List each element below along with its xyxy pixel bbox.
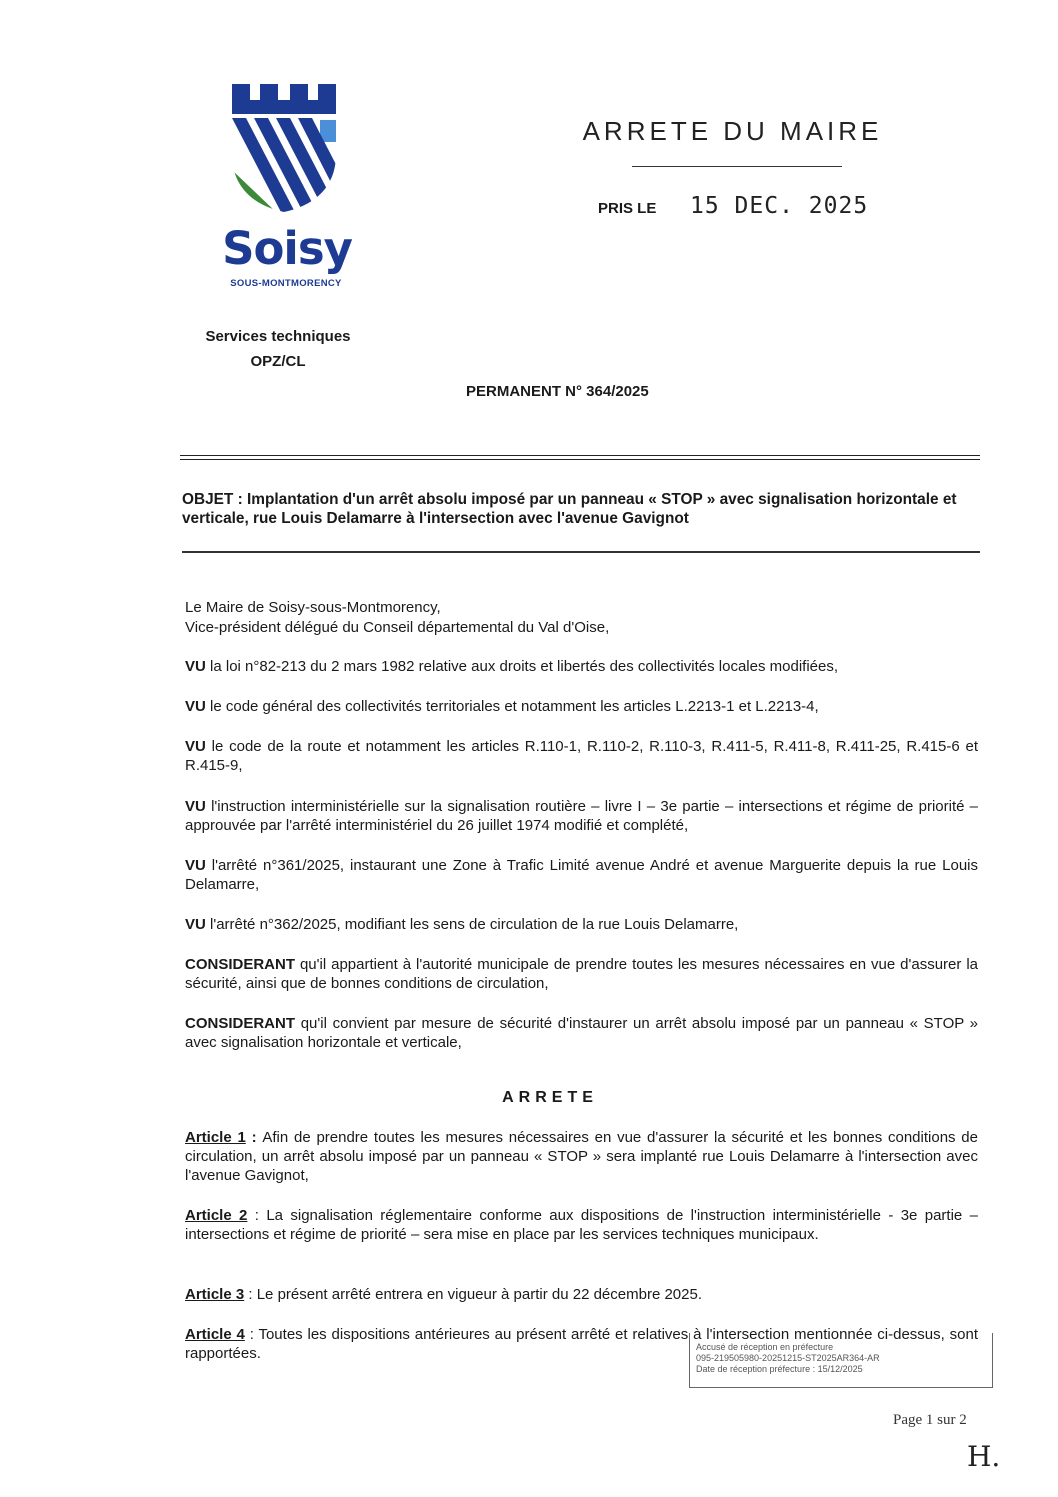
date-label: PRIS LE — [598, 200, 657, 217]
logo-wordmark: Soisy — [222, 222, 352, 275]
arrete-heading: ARRETE — [502, 1089, 598, 1106]
document-title: ARRETE DU MAIRE — [582, 116, 883, 146]
article-separator: : — [244, 1326, 259, 1343]
article-paragraph — [185, 1285, 978, 1304]
article-separator: : — [245, 1129, 263, 1146]
article-separator: : — [247, 1207, 267, 1224]
visa-keyword: VU — [185, 916, 206, 933]
visa-text: la loi n°82-213 du 2 mars 1982 relative aux droits et libertés des collectivités locales modifiées, — [210, 658, 839, 675]
article-label: Article 1 — [185, 1129, 246, 1146]
visa-text: l'instruction interministérielle sur la signalisation routière – livre I – 3e partie – intersections et régime de priorité – approuvée par l'arrêté interministériel du 26 juillet 1974 modifié et complété, — [185, 798, 979, 834]
service-code: OPZ/CL — [250, 353, 306, 370]
objet-text: Implantation d'un arrêt absolu imposé par un panneau « STOP » avec signalisation horizontale et verticale, rue Louis Delamarre à l'intersection avec l'avenue Gavignot — [182, 491, 957, 527]
visa-paragraph — [185, 657, 978, 676]
service-name: Services techniques — [205, 328, 351, 345]
article-label: Article 3 — [185, 1286, 245, 1303]
objet-label: OBJET : — [182, 491, 243, 508]
visa-keyword: VU — [185, 857, 206, 874]
visa-text: le code général des collectivités territoriales et notamment les articles L.2213-1 et L.2213-4, — [210, 698, 819, 715]
considerant-keyword: CONSIDERANT — [185, 956, 296, 973]
visa-text: l'arrêté n°362/2025, modifiant les sens de circulation de la rue Louis Delamarre, — [210, 916, 739, 933]
considerant-paragraph — [185, 1014, 978, 1052]
considerant-keyword: CONSIDERANT — [185, 1015, 296, 1032]
objet-bottom-divider — [182, 551, 980, 553]
soisy-logo-icon — [232, 84, 336, 214]
visa-keyword: VU — [185, 698, 206, 715]
article-text: Afin de prendre toutes les mesures nécessaires en vue d'assurer la sécurité et les bonnes conditions de circulation, un arrêt absolu imposé par un panneau « STOP » sera implanté rue Louis Delamarre à l'intersection avec l'avenue Gavignot, — [185, 1129, 978, 1184]
article-separator: : — [244, 1286, 257, 1303]
visa-paragraph — [185, 797, 978, 835]
considerant-text: qu'il appartient à l'autorité municipale de prendre toutes les mesures nécessaires en vue d'assurer la sécurité, ainsi que de bonnes conditions de circulation, — [185, 956, 978, 992]
page-number: Page 1 sur 2 — [893, 1412, 967, 1428]
mayor-line: Le Maire de Soisy-sous-Montmorency, — [185, 599, 441, 616]
handwritten-initials: H. — [967, 1440, 1001, 1473]
visa-text: le code de la route et notamment les articles R.110-1, R.110-2, R.110-3, R.411-5, R.411-8, R.411-25, R.415-6 et R.415-9, — [185, 738, 979, 774]
article-paragraph — [185, 1128, 978, 1185]
visa-paragraph — [185, 856, 978, 894]
stamp-line: Accusé de réception en préfecture — [696, 1342, 834, 1352]
visa-keyword: VU — [185, 738, 206, 755]
article-text: Le présent arrêté entrera en vigueur à partir du 22 décembre 2025. — [256, 1286, 702, 1303]
objet-top-divider — [180, 455, 980, 460]
date-stamp: 15 DEC. 2025 — [690, 193, 869, 219]
visa-paragraph — [185, 737, 978, 775]
objet-block — [182, 490, 982, 528]
article-label: Article 4 — [185, 1326, 245, 1343]
article-text: Toutes les dispositions antérieures au présent arrêté et relatives à l'intersection mentionnée ci-dessus, sont rapportées. — [185, 1326, 978, 1362]
considerant-text: qu'il convient par mesure de sécurité d'instaurer un arrêt absolu imposé par un panneau « STOP » avec signalisation horizontale et verticale, — [185, 1015, 978, 1051]
considerant-paragraph — [185, 955, 978, 993]
article-text: La signalisation réglementaire conforme aux dispositions de l'instruction interministérielle - 3e partie – intersections et régime de priorité – sera mise en place par les services techniques municipaux. — [185, 1207, 978, 1243]
article-paragraph — [185, 1206, 978, 1244]
article-label: Article 2 — [185, 1207, 248, 1224]
visa-paragraph — [185, 697, 978, 716]
title-divider — [632, 166, 842, 167]
decree-number: PERMANENT N° 364/2025 — [466, 383, 649, 400]
stamp-line: Date de réception préfecture : 15/12/2025 — [696, 1364, 863, 1374]
stamp-line: 095-219505980-20251215-ST2025AR364-AR — [696, 1353, 880, 1363]
visa-keyword: VU — [185, 798, 206, 815]
logo-subtitle: SOUS-MONTMORENCY — [230, 278, 342, 289]
visa-paragraph — [185, 915, 978, 934]
visa-text: l'arrêté n°361/2025, instaurant une Zone à Trafic Limité avenue André et avenue Marguerite depuis la rue Louis Delamarre, — [185, 857, 978, 893]
visa-keyword: VU — [185, 658, 206, 675]
vice-president-line: Vice-président délégué du Conseil départemental du Val d'Oise, — [185, 619, 610, 636]
